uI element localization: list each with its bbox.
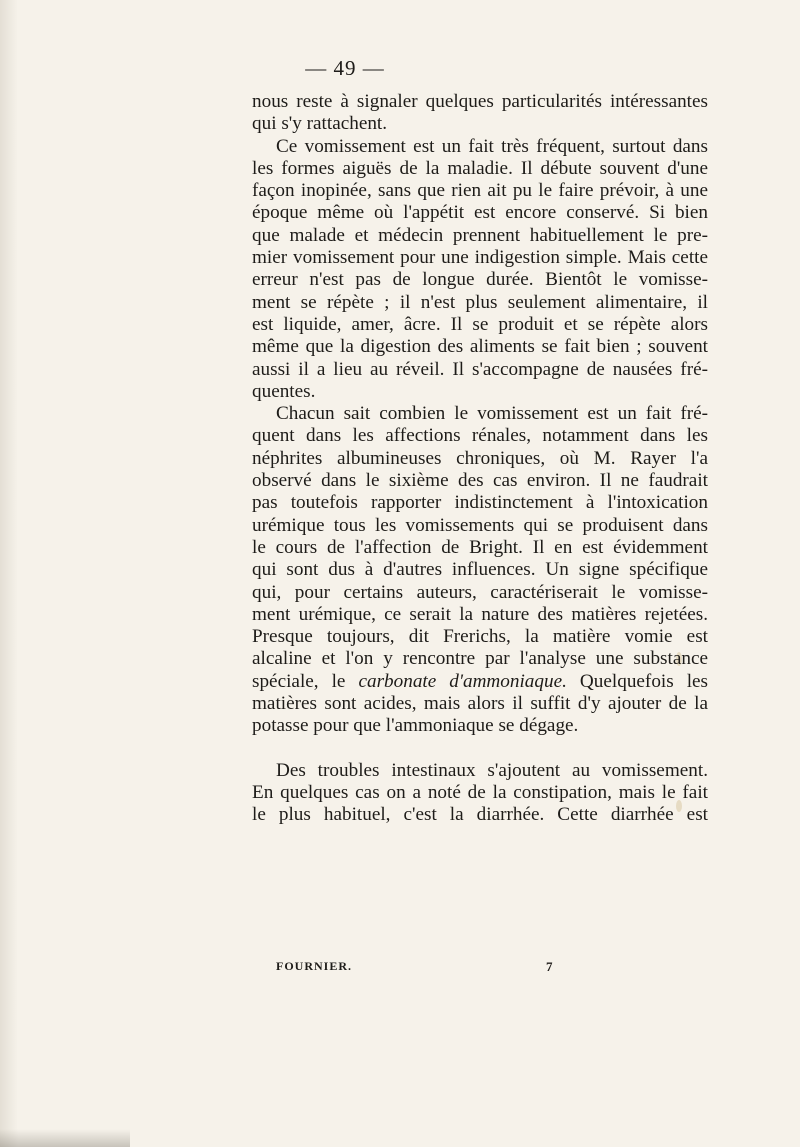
text-line-with-italic <box>252 671 708 693</box>
text-line: observé dans le sixième des cas environ. Il ne faudrait <box>252 470 708 492</box>
text-line: urémique tous les vomissements qui se produisent dans <box>252 514 708 536</box>
text-line: Ce vomissement est un fait très fréquent, surtout dans <box>276 135 708 157</box>
printer-signature <box>276 959 676 974</box>
text-segment: Quelquefois les <box>579 670 708 692</box>
text-line: Des troubles intestinaux s'ajoutent au vomissement. <box>276 759 708 781</box>
text-line: qui s'y rattachent. <box>252 113 388 135</box>
text-line: est liquide, amer, âcre. Il se produit et se répète alors <box>252 313 708 335</box>
text-line: ment se répète ; il n'est plus seulement alimentaire, il <box>252 291 708 313</box>
text-line: ment urémique, ce serait la nature des matières rejetées. <box>252 603 708 625</box>
page-edge-shadow <box>0 0 18 1147</box>
text-line: le cours de l'affection de Bright. Il en est évidemment <box>252 536 708 558</box>
signature-name: FOURNIER. <box>276 959 353 973</box>
text-line: le plus habituel, c'est la diarrhée. Cette diarrhée est <box>252 804 708 826</box>
text-line: En quelques cas on a noté de la constipation, mais le fait <box>252 781 708 803</box>
text-line: matières sont acides, mais alors il suffit d'y ajouter de la <box>252 693 708 715</box>
text-line: quent dans les affections rénales, notamment dans les <box>252 425 708 447</box>
text-line: potasse pour que l'ammoniaque se dégage. <box>252 715 579 737</box>
text-line: néphrites albumineuses chroniques, où M. Rayer l'a <box>252 447 708 469</box>
italic-term: carbonate d'ammoniaque. <box>358 670 567 692</box>
text-line: pas toutefois rapporter indistinctement à l'intoxication <box>252 492 708 514</box>
text-line: quentes. <box>252 380 316 402</box>
text-line: époque même où l'appétit est encore conservé. Si bien <box>252 202 708 224</box>
text-segment: spéciale, le <box>252 670 346 692</box>
text-line: nous reste à signaler quelques particularités intéressantes <box>252 91 708 112</box>
signature-number: 7 <box>546 959 554 974</box>
text-line: façon inopinée, sans que rien ait pu le faire prévoir, à une <box>252 180 708 202</box>
text-line: erreur n'est pas de longue durée. Bientôt le vomisse- <box>252 269 708 291</box>
page-number: — 49 — <box>305 56 385 80</box>
text-line: même que la digestion des aliments se fait bien ; souvent <box>252 336 708 358</box>
text-line: aussi il a lieu au réveil. Il s'accompagne de nausées fré- <box>252 358 708 380</box>
text-line: qui, pour certains auteurs, caractériserait le vomisse- <box>252 581 708 603</box>
page-bottom-shadow <box>0 1129 130 1147</box>
paragraph-gap <box>252 738 708 760</box>
text-line: Chacun sait combien le vomissement est un fait fré- <box>276 403 708 425</box>
text-line: Presque toujours, dit Frerichs, la matière vomie est <box>252 626 708 648</box>
body-text <box>252 91 708 827</box>
text-line: les formes aiguës de la maladie. Il débute souvent d'une <box>252 157 708 179</box>
text-line: que malade et médecin prennent habituellement le pre- <box>252 224 708 246</box>
text-line: alcaline et l'on y rencontre par l'analyse une substance <box>252 648 708 670</box>
text-line: qui sont dus à d'autres influences. Un signe spécifique <box>252 559 708 581</box>
text-line: mier vomissement pour une indigestion simple. Mais cette <box>252 247 708 269</box>
